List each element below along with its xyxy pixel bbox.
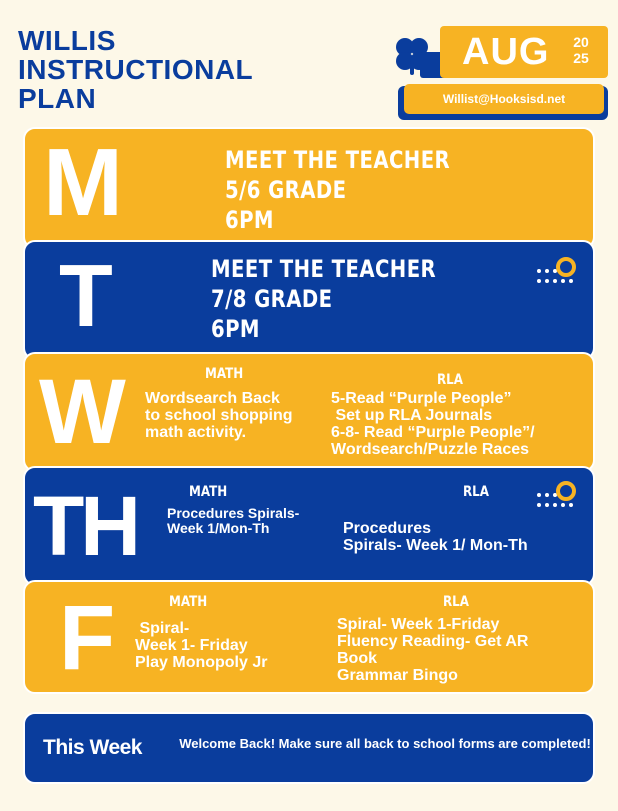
thursday-math-text [167, 506, 299, 536]
day-letter-friday: F [59, 587, 112, 689]
year-top: 20 [573, 34, 589, 50]
title-line-2: INSTRUCTIONAL [18, 54, 254, 85]
year [566, 34, 596, 66]
wednesday-rla-heading: RLA [437, 372, 463, 388]
title-line-1: WILLIS [18, 25, 116, 56]
friday-rla-text [337, 616, 528, 684]
day-row-wednesday [23, 352, 595, 472]
day-row-thursday [23, 466, 595, 586]
thursday-rla-text [343, 520, 528, 554]
monday-line-3: 6PM [225, 206, 274, 234]
wednesday-rla-line-3: 6-8- Read “Purple People”/ [331, 424, 535, 441]
friday-rla-line-1: Spiral- Week 1-Friday [337, 616, 500, 633]
wednesday-math-line-1: Wordsearch Back [145, 390, 280, 407]
month: AUG [462, 31, 550, 73]
tuesday-line-2: 7/8 GRADE [211, 285, 333, 313]
friday-rla-line-4: Grammar Bingo [337, 667, 458, 684]
thursday-rla-line-1: Procedures [343, 520, 432, 537]
wednesday-math-line-2: to school shopping [145, 407, 293, 424]
friday-math-text [135, 620, 267, 671]
friday-math-line-3: Play Monopoly Jr [135, 654, 268, 671]
friday-rla-line-3: Book [337, 650, 377, 667]
thursday-rla-heading: RLA [463, 484, 489, 500]
thursday-rla-line-2: Spirals- Week 1/ Mon-Th [343, 537, 528, 554]
page-title [18, 26, 253, 113]
this-week-label: This Week [43, 736, 142, 759]
wednesday-rla-text [331, 390, 535, 458]
day-letter-thursday: TH [33, 479, 137, 573]
friday-math-line-1: Spiral- [135, 620, 190, 637]
day-row-friday [23, 580, 595, 694]
wednesday-math-text [145, 390, 293, 441]
day-letter-tuesday: T [59, 246, 109, 345]
decorative-dots-icon [535, 256, 579, 286]
year-bottom: 25 [573, 50, 589, 66]
decorative-dots-icon [535, 480, 579, 510]
wednesday-rla-line-1: 5-Read “Purple People” [331, 390, 512, 407]
monday-event [225, 145, 450, 235]
wednesday-rla-line-2: Set up RLA Journals [331, 407, 493, 424]
day-letter-wednesday: W [39, 361, 122, 463]
wednesday-math-heading: MATH [205, 366, 244, 382]
tuesday-event [211, 254, 436, 344]
monday-line-2: 5/6 GRADE [225, 176, 347, 204]
friday-rla-line-2: Fluency Reading- Get AR [337, 633, 529, 650]
tuesday-line-1: MEET THE TEACHER [211, 255, 437, 283]
thursday-math-heading: MATH [189, 484, 228, 500]
title-line-3: PLAN [18, 83, 97, 114]
wednesday-math-line-3: math activity. [145, 424, 247, 441]
monday-line-1: MEET THE TEACHER [225, 146, 451, 174]
this-week-banner [23, 712, 595, 784]
day-row-monday [23, 127, 595, 249]
thursday-math-line-2: Week 1/Mon-Th [167, 520, 270, 536]
tuesday-line-3: 6PM [211, 315, 260, 343]
this-week-message: Welcome Back! Make sure all back to school forms are completed! [179, 736, 591, 751]
friday-math-line-2: Week 1- Friday [135, 637, 248, 654]
teacher-email[interactable]: Willist@Hooksisd.net [442, 92, 566, 106]
thursday-math-line-1: Procedures Spirals- [167, 505, 300, 521]
friday-rla-heading: RLA [443, 594, 469, 610]
wednesday-rla-line-4: Wordsearch/Puzzle Races [331, 441, 530, 458]
friday-math-heading: MATH [169, 594, 208, 610]
day-letter-monday: M [43, 129, 119, 236]
day-row-tuesday [23, 240, 595, 360]
